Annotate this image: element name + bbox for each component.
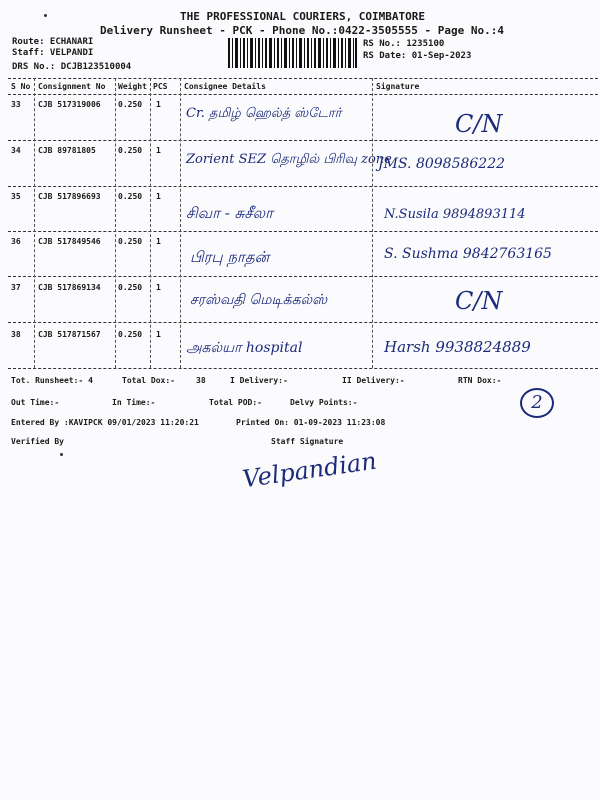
staff-label: Staff: VELPANDI: [12, 48, 94, 58]
printed-on: Printed On: 01-09-2023 11:23:08: [236, 418, 386, 427]
row-consignment: CJB 517849546: [38, 237, 101, 246]
consignee-handwriting: சிவா - சுசீலா: [186, 204, 273, 222]
row-pcs: 1: [156, 283, 161, 292]
circled-mark: [520, 388, 554, 418]
row-consignment: CJB 517319006: [38, 100, 101, 109]
row-weight: 0.250: [118, 100, 143, 109]
row-weight: 0.250: [118, 237, 143, 246]
row-divider: [8, 322, 598, 323]
consignee-handwriting: Zorient SEZ தொழில் பிரிவு zone: [186, 152, 392, 167]
tot-runsheet: Tot. Runsheet:- 4: [11, 376, 93, 385]
signature-handwriting: N.Susila 9894893114: [384, 207, 526, 222]
row-sno: 37: [11, 283, 21, 292]
circled-mark-text: 2: [531, 392, 543, 413]
verified-by: Verified By: [11, 437, 64, 446]
row-divider: [8, 186, 598, 187]
rtn-dox: RTN Dox:-: [458, 376, 502, 385]
row-weight: 0.250: [118, 330, 143, 339]
row-divider: [8, 276, 598, 277]
consignee-handwriting: அகல்யா hospital: [186, 340, 303, 356]
consignee-handwriting: Cr. தமிழ் ஹெல்த் ஸ்டோர்: [186, 106, 342, 121]
col-divider: [150, 78, 151, 368]
col-header-signature: Signature: [376, 82, 420, 91]
in-time: In Time:-: [112, 398, 156, 407]
row-weight: 0.250: [118, 192, 143, 201]
print-speck: [60, 453, 63, 456]
row-consignment: CJB 517896693: [38, 192, 101, 201]
staff-signature-handwriting: Velpandian: [240, 446, 379, 494]
barcode: [228, 38, 358, 68]
rs-number: RS No.: 1235100: [363, 39, 445, 49]
row-divider: [8, 231, 598, 232]
col-divider: [180, 78, 181, 368]
company-name: THE PROFESSIONAL COURIERS, COIMBATORE: [180, 10, 426, 23]
col-header-weight: Weight: [118, 82, 147, 91]
consignee-handwriting: சரஸ்வதி மெடிக்கல்ஸ்: [190, 292, 328, 308]
row-sno: 35: [11, 192, 21, 201]
row-sno: 34: [11, 146, 21, 155]
row-weight: 0.250: [118, 146, 143, 155]
row-pcs: 1: [156, 192, 161, 201]
consignee-handwriting: பிரபு நாதன்: [190, 248, 270, 266]
row-weight: 0.250: [118, 283, 143, 292]
row-sno: 33: [11, 100, 21, 109]
signature-handwriting: C/N: [455, 110, 503, 138]
table-header-rule: [8, 94, 598, 95]
total-dox-label: Total Dox:-: [122, 376, 175, 385]
total-pod: Total POD:-: [209, 398, 262, 407]
col-divider: [372, 78, 373, 368]
row-pcs: 1: [156, 146, 161, 155]
signature-handwriting: C/N: [455, 287, 503, 315]
row-consignment: CJB 517869134: [38, 283, 101, 292]
entered-by: Entered By :KAVIPCK 09/01/2023 11:20:21: [11, 418, 199, 427]
row-consignment: CJB 517871567: [38, 330, 101, 339]
row-consignment: CJB 89781805: [38, 146, 96, 155]
table-top-rule: [8, 78, 598, 79]
row-pcs: 1: [156, 237, 161, 246]
signature-handwriting: S. Sushma 9842763165: [384, 246, 552, 262]
print-speck: [44, 14, 47, 17]
staff-signature-label: Staff Signature: [271, 437, 344, 446]
out-time: Out Time:-: [11, 398, 60, 407]
runsheet-subtitle: Delivery Runsheet - PCK - Phone No.:0422-3505555 - Page No.:4: [100, 24, 504, 37]
col-header-consignment: Consignment No: [38, 82, 106, 91]
col-divider: [34, 78, 35, 368]
row-pcs: 1: [156, 330, 161, 339]
row-pcs: 1: [156, 100, 161, 109]
delvy-points: Delvy Points:-: [290, 398, 358, 407]
rs-date: RS Date: 01-Sep-2023: [363, 51, 472, 61]
row-sno: 36: [11, 237, 21, 246]
col-divider: [115, 78, 116, 368]
col-header-consignee: Consignee Details: [184, 82, 266, 91]
signature-handwriting: Harsh 9938824889: [384, 338, 531, 356]
row-divider: [8, 140, 598, 141]
table-bottom-rule: [8, 368, 598, 369]
total-dox-value: 38: [196, 376, 206, 385]
route-label: Route: ECHANARI: [12, 37, 94, 47]
ii-delivery: II Delivery:-: [342, 376, 405, 385]
row-sno: 38: [11, 330, 21, 339]
col-header-sno: S No: [11, 82, 31, 91]
drs-number: DRS No.: DCJB123510004: [12, 62, 132, 72]
signature-handwriting: JMS. 8098586222: [378, 156, 506, 172]
i-delivery: I Delivery:-: [230, 376, 288, 385]
col-header-pcs: PCS: [153, 82, 168, 91]
